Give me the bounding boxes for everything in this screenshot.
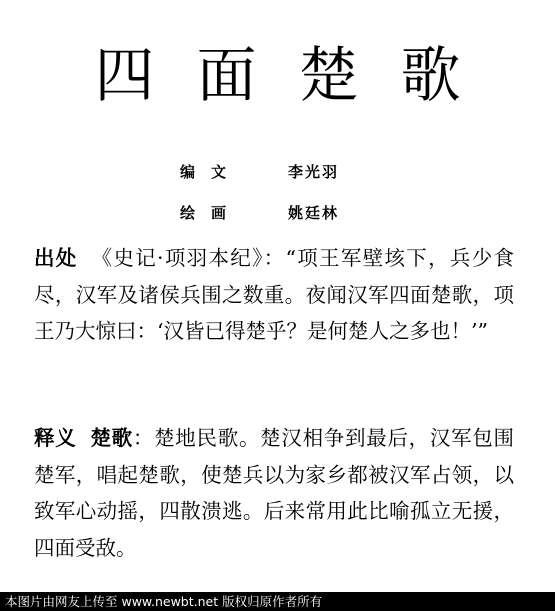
meaning-label: 释义 [34, 426, 77, 450]
page-title: 四面楚歌 [94, 41, 503, 111]
writer-name: 李光羽 [288, 163, 340, 181]
watermark-text: 本图片由网友上传至 www.newbt.net 版权归原作者所有 [5, 594, 323, 609]
artist-role-label: 绘画 [180, 204, 243, 222]
meaning-paragraph [34, 420, 514, 567]
writer-role-label: 编文 [180, 163, 243, 181]
watermark-bar [0, 592, 555, 611]
source-paragraph [34, 240, 514, 350]
meaning-text: ：楚地民歌。楚汉相争到最后，汉军包围楚军，唱起楚歌，使楚兵以为家乡都被汉军占领，以致军心动摇，四散溃逃。后来常用此比喻孤立无援，四面受敌。 [34, 426, 515, 561]
meaning-term: 楚歌 [90, 426, 133, 450]
source-label: 出处 [34, 246, 78, 270]
source-text: 《史记·项羽本纪》：“项王军壁垓下，兵少食尽，汉军及诸侯兵围之数重。夜闻汉军四面楚歌，项王乃大惊曰：‘汉皆已得楚乎？是何楚人之多也！’” [34, 246, 515, 344]
artist-name: 姚廷林 [288, 204, 340, 222]
